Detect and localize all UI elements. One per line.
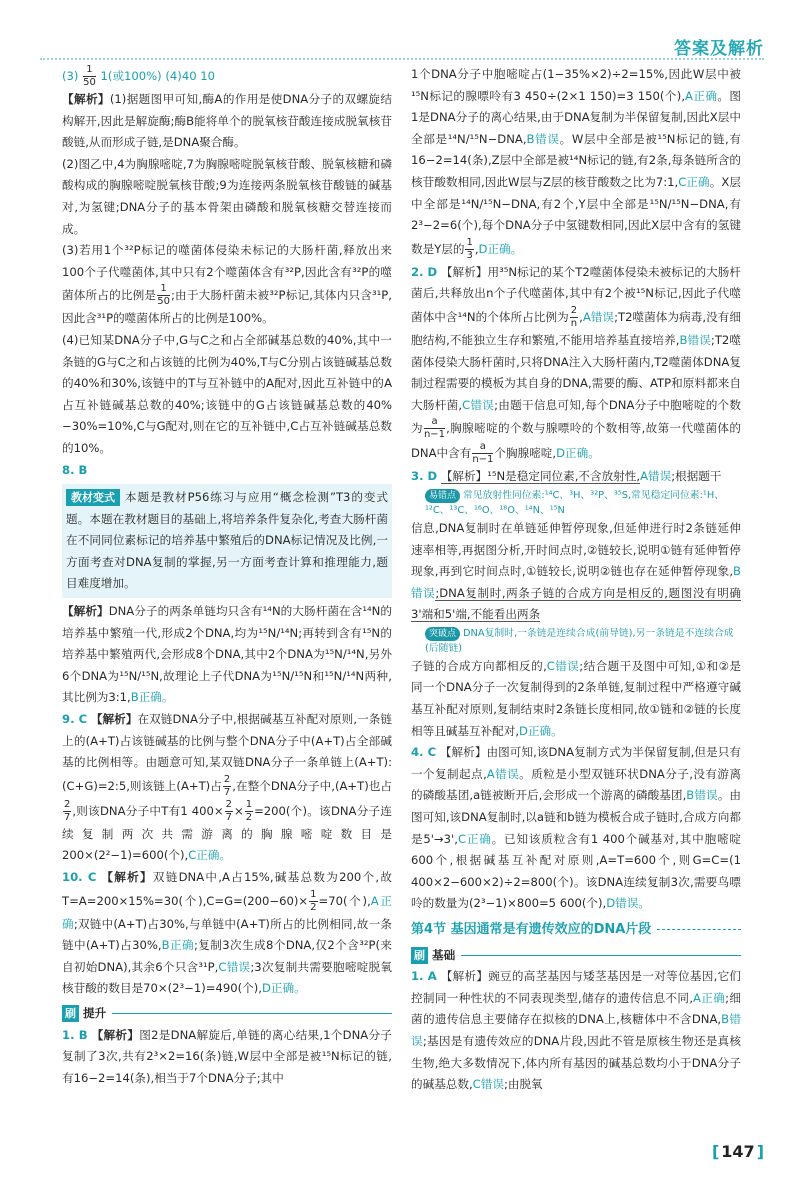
text: ;根据题干	[671, 469, 722, 484]
chapter-title: 第4节 基因通常是有遗传效应的DNA片段	[411, 922, 652, 937]
frac-num: 2	[64, 798, 71, 810]
text: 【解析】¹⁵N是稳定同位素,不含放射性,	[440, 469, 641, 484]
text: 本题是教材P56练习与应用“概念检测”T3的变式题。本题在教材题目的基础上,将培养条件复杂化,考查大肠杆菌在不同同位素标记的培养基中繁殖后的DNA标记情况及比例,一方面考查对DNA复制的掌握,另一方面考查计算和推理能力,题目难度增加。	[66, 490, 388, 591]
text: 。W层中全部是被¹⁵N标记的链,有16−2=14(条),Z层中全部是被¹⁴N标记的链,有2条,每条链所含的核苷酸数相同,因此W层与Z层的核苷酸数之比为7:1,	[411, 131, 741, 189]
verdict: B错误	[411, 1012, 741, 1048]
right-column	[411, 64, 741, 1136]
q7-fraction	[83, 64, 96, 89]
t1-continued	[411, 64, 741, 262]
section-label: 提升	[83, 1005, 107, 1020]
verdict: B错误	[686, 788, 718, 803]
fraction	[465, 237, 473, 262]
text: ;细菌的遗传信息主要储存在拟核的DNA上,核糖体中不含DNA,	[411, 990, 741, 1027]
fraction	[245, 799, 253, 824]
header-divider	[40, 58, 764, 60]
frac-num: 1	[157, 283, 170, 296]
q3-number: 3. D	[411, 469, 438, 484]
chapter-divider	[657, 929, 741, 930]
frac-num: a	[424, 416, 445, 429]
q7-analysis-2: (2)图乙中,4为胸腺嘧啶,7为胸腺嘧啶脱氧核苷酸、脱氧核糖和磷酸构成的胸腺嘧啶脱氧核苷酸;9为连接两条脱氧核苷酸链的碱基对,为氢键;DNA分子的基本骨架由磷酸和脱氧核糖交替连接而成。	[62, 156, 392, 236]
page-header	[0, 0, 800, 62]
fraction	[225, 799, 233, 824]
frac-den: n−1	[472, 454, 494, 466]
j1-analysis	[411, 966, 741, 1096]
q9-number: 9. C	[62, 712, 88, 727]
text: ,在整个DNA分子中,(A+T)也占	[232, 778, 392, 793]
frac-num: 2	[225, 798, 232, 810]
q7-answer-tail: 1(或100%) (4)40 10	[100, 69, 216, 83]
fraction	[472, 441, 493, 466]
frac-num: 1	[466, 236, 473, 248]
section-divider	[461, 955, 741, 956]
frac-num: 2	[570, 304, 578, 316]
section-tisheng	[62, 1003, 392, 1025]
j1-number: 1. A	[411, 969, 437, 984]
fraction	[309, 889, 317, 914]
verdict: A错误	[582, 309, 615, 324]
q7-answer-line	[62, 64, 392, 89]
q9-analysis	[62, 709, 392, 867]
frac-den: 50	[83, 77, 96, 88]
fraction	[424, 416, 445, 441]
q10-analysis	[62, 867, 392, 1000]
t1-number: 1. B	[62, 1027, 88, 1042]
verdict: B错误	[679, 332, 711, 347]
frac-den: 7	[223, 786, 231, 798]
note-text: 常见放射性同位素:¹⁴C、³H、³²P、³⁵S,常见稳定同位素:¹H、¹²C、¹³C、¹⁶O、¹⁸O、¹⁴N、¹⁵N	[425, 489, 724, 516]
text: 。X层中全部是¹⁴N/¹⁵N−DNA,有2个,Y层中全部是¹⁵N/¹⁵N−DNA,有2³−2=6(个),每个DNA分子中氢键数相同,因此X层中含有的氢键数是Y层的	[411, 174, 741, 256]
text: 个胸腺嘧啶,	[494, 446, 557, 461]
text: ;由题干信息可知,每个DNA分子中胞嘧啶的个数为	[411, 397, 741, 436]
text: 。图1是DNA分子的离心结果,由于DNA复制为半保留复制,因此X层中全部是¹⁴N/¹⁵N−DNA,	[411, 88, 741, 146]
q7-analysis-4: (4)已知某DNA分子中,G与C之和占全部碱基总数的40%,其中一条链的G与C之和占该链的比例为40%,T与C分别占该链碱基总数的40%和30%,该链中的T与互补链中的A配对,因此互补链中的A占互补链碱基总数的40%;该链中的G占该链碱基总数的40%−30%=10%,C与G配对,则在它的互补链中,C占互补链碱基总数的10%。	[62, 332, 392, 455]
brush-icon: 刷	[411, 947, 428, 964]
text: ;由脱氧	[503, 1077, 543, 1092]
text: DNA分子的两条单链均只含有¹⁴N的大肠杆菌在含¹⁴N的培养基中繁殖一代,形成2个DNA,均为¹⁵N/¹⁴N;再转到含有¹⁵N的培养基中繁殖两代,会形成8个DNA,其中2个DNA为¹⁵N/¹⁴N,另外6个DNA为¹⁵N/¹⁵N,故理论上子代DNA为¹⁵N/¹⁵N和¹⁵N/¹⁴N两种,其比例为3:1,	[62, 604, 392, 705]
verdict: A正确	[62, 893, 392, 931]
text: ;复制3次生成8个DNA,仅2个含³²P(来自初始DNA),其余6个只含³¹P,	[62, 938, 392, 974]
verdict: C错误	[546, 658, 580, 673]
text: 子链的合成方向都相反的,	[411, 658, 547, 673]
t1-analysis	[62, 1025, 392, 1090]
note-text: DNA复制时,一条链是连续合成(前导链),另一条链是不连续合成(后随链)	[425, 627, 734, 654]
verdict: C错误	[472, 1077, 504, 1092]
frac-num: 2	[223, 773, 231, 785]
frac-num: a	[472, 441, 493, 454]
fraction	[223, 774, 231, 799]
text: 【解析】豌豆的高茎基因与矮茎基因是一对等位基因,它们控制同一种性状的不同表现类型,储存的遗传信息不同,	[411, 969, 741, 1005]
q2-number: 2. D	[411, 264, 438, 279]
verdict: C正确	[457, 831, 492, 846]
fraction	[63, 799, 71, 824]
verdict: A错误	[486, 766, 520, 781]
text: ,	[579, 309, 583, 324]
text: 。已知该质粒含有1 400个碱基对,其中胞嘧啶600个,根据碱基互补配对原则,A=T=600个,则G=C=(1 400×2−600×2)÷2=800(个)。该DNA连续复制3次,需要鸟嘌呤的数量为(2³−1)×800=5 600(个),	[411, 831, 741, 911]
text: ;由于大肠杆菌未被³²P标记,其体内只含³¹P,因此含³¹P的噬菌体所占的比例是100%。	[62, 288, 392, 326]
text: ,则该DNA分子中T有1 400×	[72, 803, 224, 818]
text: ;T2噬菌体为病毒,没有细胞结构,不能独立生存和繁殖,不能用培养基直接培养,	[411, 309, 741, 347]
left-column	[62, 64, 392, 1136]
q7-analysis-3	[62, 240, 392, 330]
textbook-variant-tag: 教材变式	[66, 489, 120, 506]
text: ,	[474, 241, 479, 256]
fraction	[570, 305, 578, 330]
analysis-label: 【解析】	[91, 1027, 140, 1042]
text: 1个DNA分子中胞嘧啶占(1−35%×2)÷2=15%,因此W层中被¹⁵N标记的腺嘌呤有3 450÷(2×1 150)=3 150(个),	[411, 67, 741, 103]
verdict: C正确	[678, 174, 710, 189]
text: 信息,DNA复制时在单链延伸暂停现象,但延伸进行时2条链延伸速率相等,再据图分析,开时间点时,②链较长,说明①链有延伸暂停现象,再到它时间点时,①链较长,说明②链也存在延伸暂停现象,	[411, 520, 741, 579]
q3-analysis-b	[411, 518, 741, 626]
verdict: A错误	[640, 469, 672, 484]
q7-part-label: (3)	[62, 69, 79, 83]
text: 双链DNA中,A占15%,碱基总数为200个,故T=A=200×15%=30(个),C=G=(200−60)×	[62, 870, 392, 908]
analysis-label: 【解析】	[62, 604, 109, 619]
verdict: B错误	[526, 131, 560, 146]
verdict: D正确。	[478, 241, 523, 256]
frac-num: 1	[245, 798, 253, 810]
chapter-heading	[411, 919, 741, 941]
verdict: C正确。	[188, 848, 232, 863]
text: ;双链中(A+T)占30%,与单链中(A+T)所占的比例相同,故一条链中(A+T)占30%,	[62, 916, 392, 953]
textbook-variant-text	[66, 487, 388, 595]
q8-analysis	[62, 601, 392, 709]
section-jichu	[411, 945, 741, 967]
frac-den: n	[570, 317, 578, 329]
q3-note-easy-mistake	[411, 488, 741, 518]
verdict: B正确。	[130, 690, 174, 705]
verdict: C错误	[462, 397, 495, 412]
q4-number: 4. C	[411, 745, 437, 760]
frac-num: 1	[83, 64, 96, 77]
text: 。由图可知,该DNA复制时,以a链和b链为模板合成子链时,合成方向都是5'→3',	[411, 788, 741, 846]
q7-analysis-1	[62, 89, 392, 154]
frac-den: 7	[225, 811, 232, 823]
q3-note-breakthrough	[411, 626, 741, 656]
analysis-label: 【解析】	[101, 870, 153, 884]
section-divider	[112, 1013, 392, 1014]
text: ,胸腺嘧啶的个数与腺嘌呤的个数相等,故第一代噬菌体的DNA中含有	[411, 421, 741, 461]
verdict: D正确。	[261, 981, 306, 996]
q8-number: 8. B	[62, 462, 88, 477]
note-icon: 突破点	[425, 627, 460, 641]
q4-analysis	[411, 742, 741, 915]
frac-num: 1	[310, 888, 317, 900]
section-label: 基础	[432, 947, 456, 962]
text: 【解析】由图可知,该DNA复制方式为半保留复制,但是只有一个复制起点,	[411, 745, 741, 781]
text: ;DNA复制时,两条子链的合成方向是相反的,题图没有明确3'端和5'端,不能看出两条	[411, 585, 741, 622]
q10-number: 10. C	[62, 870, 97, 884]
textbook-variant-box	[62, 484, 392, 598]
verdict: B错误	[411, 564, 741, 600]
note-icon: 易错点	[425, 489, 460, 503]
analysis-label: 【解析】	[90, 712, 138, 727]
page-number: [ 147 ]	[712, 1142, 764, 1161]
q3-analysis-c	[411, 656, 741, 742]
verdict: C错误	[218, 959, 251, 974]
text: =200(个)。该DNA分子连续复制两次共需游离的胸腺嘧啶数目是200×(2²−1)=600(个),	[62, 803, 392, 863]
text: 【解析】用³⁵N标记的某个T2噬菌体侵染未被标记的大肠杆菌后,共释放出n个子代噬菌体,其中有2个被¹⁵N标记,因此子代噬菌体中含¹⁴N的个体所占比例为	[411, 264, 741, 324]
fraction	[157, 283, 170, 308]
q3-analysis-a	[411, 466, 741, 488]
verdict: A正确	[685, 88, 718, 103]
verdict: B正确	[161, 938, 194, 953]
frac-den: 3	[466, 249, 473, 261]
analysis-label: 【解析】	[62, 92, 110, 106]
text: =70(个),	[318, 893, 371, 908]
frac-den: 2	[310, 901, 317, 913]
frac-den: 50	[157, 296, 170, 308]
text: ;结合题干及图中可知,①和②是同一个DNA分子一次复制得到的2条单链,复制过程中严格遵守碱基互补配对原则,复制结束时2条链长度相同,故①链和②链的长度相等且碱基互补配对,	[411, 658, 741, 738]
frac-den: n−1	[423, 429, 446, 441]
text: ;T2噬菌体侵染大肠杆菌时,只将DNA注入大肠杆菌内,T2噬菌体DNA复制过程需要的模板为其自身的DNA,需要的酶、ATP和原料都来自大肠杆菌,	[411, 332, 741, 412]
frac-den: 7	[64, 811, 71, 823]
verdict: A正确	[693, 990, 726, 1005]
verdict: D错误。	[606, 896, 650, 911]
header-title: 答案及解析	[674, 39, 764, 59]
q2-analysis	[411, 262, 741, 467]
frac-den: 2	[245, 811, 253, 823]
text: 图2是DNA解旋后,单链的离心结果,1个DNA分子复制了3次,共有2³×2=16(条)链,W层中全部是被¹⁵N标记的链,有16−2=14(条),相当于7个DNA分子;其中	[62, 1027, 392, 1085]
paragraph: (1)据题图甲可知,酶A的作用是使DNA分子的双螺旋结构解开,因此是解旋酶;酶B能将单个的脱氧核苷酸连接成脱氧核苷酸链,从而形成子链,是DNA聚合酶。	[62, 92, 392, 150]
text: ;基因是有遗传效应的DNA片段,因此不管是原核生物还是真核生物,绝大多数情况下,体内所有基因的碱基总数均小于DNA分子的碱基总数,	[411, 1033, 741, 1092]
text: (3)若用1个³²P标记的噬菌体侵染未标记的大肠杆菌,释放出来100个子代噬菌体,其中只有2个噬菌体含有³²P,因此含有³²P的噬菌体所占的比例是	[62, 243, 392, 303]
text: ;3次复制共需要胞嘧啶脱氧核苷酸的数目是70×(2³−1)=490(个),	[62, 959, 392, 996]
text: 。质粒是小型双链环状DNA分子,没有游离的磷酸基团,a链被断开后,会形成一个游离的磷酸基团,	[411, 766, 741, 803]
verdict: D正确。	[519, 723, 563, 738]
verdict: D正确。	[556, 446, 600, 461]
text: ×	[233, 803, 244, 818]
text: 在双链DNA分子中,根据碱基互补配对原则,一条链上的(A+T)占该链碱基的比例与整个DNA分子中(A+T)占全部碱基的比例相等。由题意可知,某双链DNA分子一条单链上(A+T):(C+G)=2:5,则该链上(A+T)占	[62, 712, 392, 793]
brush-icon: 刷	[62, 1005, 79, 1022]
